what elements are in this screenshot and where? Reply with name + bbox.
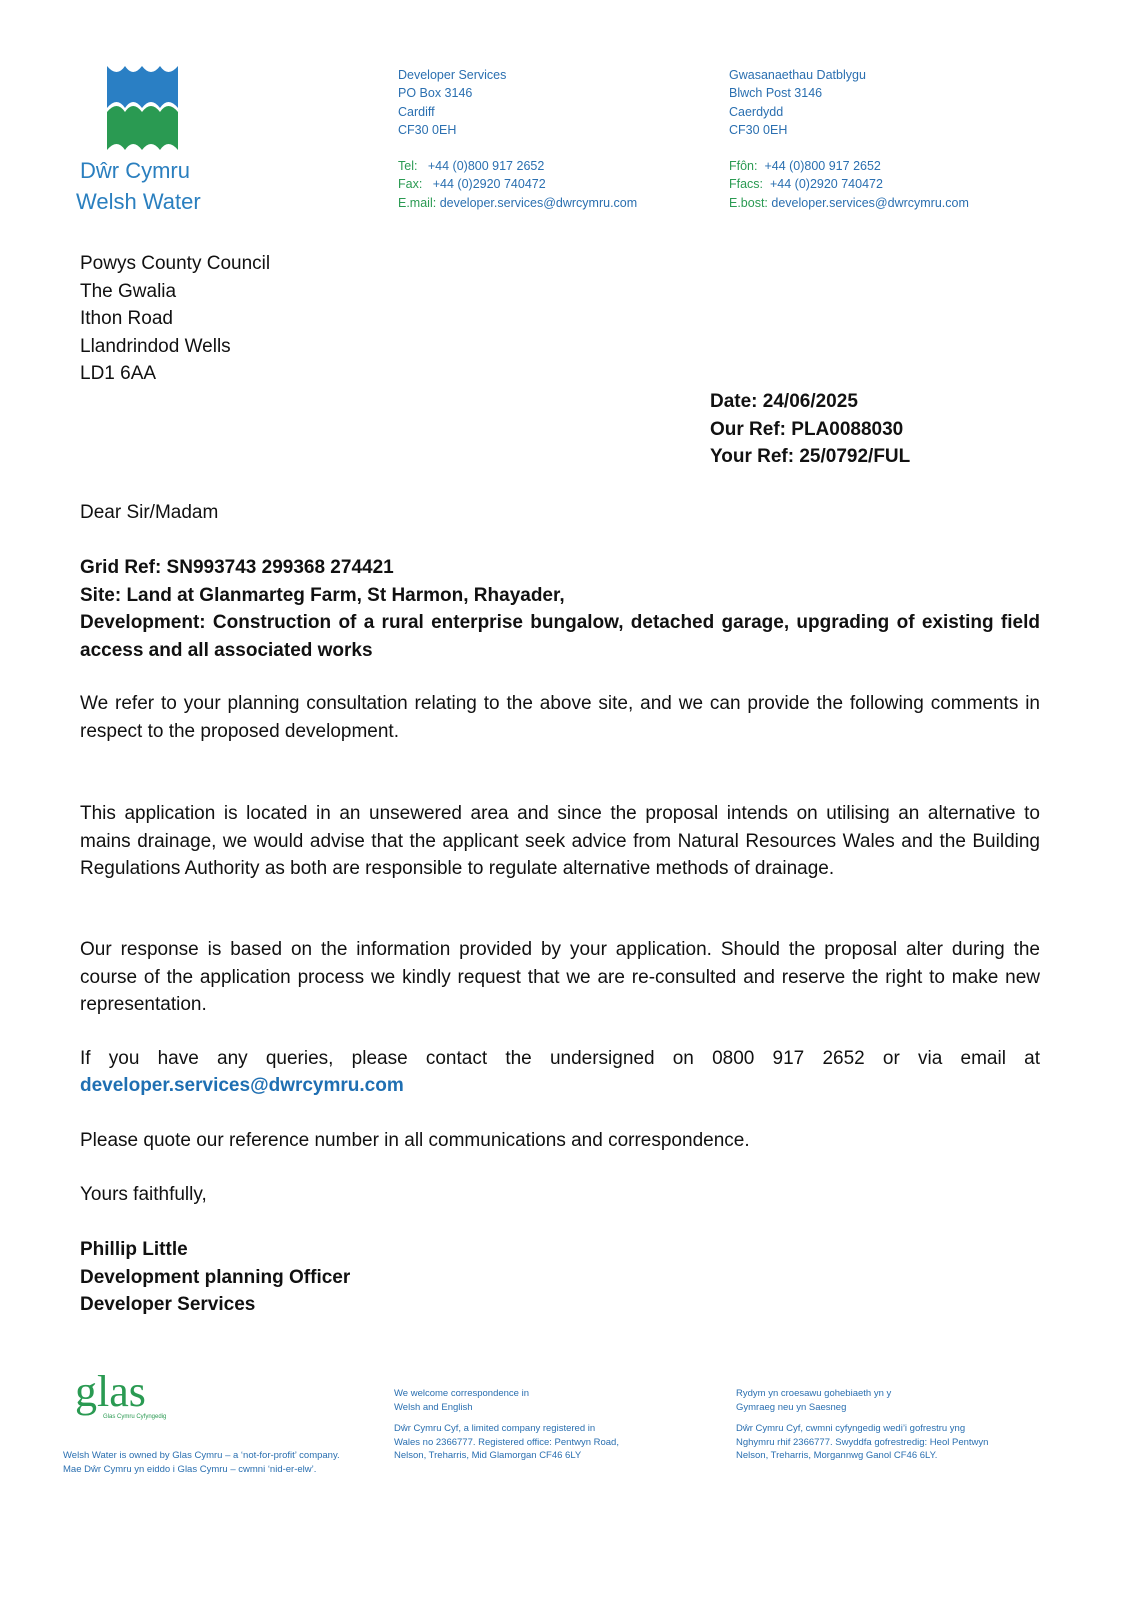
subject-block (80, 554, 1040, 664)
email-link[interactable]: developer.services@dwrcymru.com (771, 195, 969, 210)
ownership-note (63, 1449, 340, 1476)
tel-label: Tel: (398, 159, 418, 174)
recipient-line: Powys County Council (80, 253, 271, 274)
paragraph-1: We refer to your planning consultation relating to the above site, and we can provide the following comments in respect to the proposed development. (80, 693, 1040, 742)
address-line: Cardiff (398, 104, 435, 119)
recipient-line: Llandrindod Wells (80, 335, 231, 357)
footer-line: Dŵr Cymru Cyf, cwmni cyfyngedig wedi’i gofrestru yng (736, 1423, 966, 1434)
recipient-line: The Gwalia (80, 280, 177, 302)
our-ref: Our Ref: PLA0088030 (710, 418, 904, 440)
footer-line: Nelson, Treharris, Mid Glamorgan CF46 6LY (394, 1450, 582, 1461)
signatory-name: Phillip Little (80, 1239, 188, 1260)
fax-value: +44 (0)2920 740472 (770, 177, 883, 192)
grid-ref: Grid Ref: SN993743 299368 274421 (80, 557, 394, 578)
footer-english (394, 1387, 619, 1463)
tel-value: +44 (0)800 917 2652 (764, 159, 881, 174)
footer-line: Nghymru rhif 2366777. Swyddfa gofrestredig: Heol Pentwyn (736, 1436, 989, 1448)
header-address-welsh (729, 66, 969, 212)
address-line: CF30 0EH (398, 122, 457, 137)
glas-logo-subtitle: Glas Cymru Cyfyngedig (103, 1414, 167, 1420)
footer-line: Nelson, Treharris, Morgannwg Ganol CF46 6LY. (736, 1450, 938, 1461)
glas-logo: glas (75, 1367, 146, 1416)
your-ref: Your Ref: 25/0792/FUL (710, 446, 911, 467)
recipient-line: Ithon Road (80, 308, 173, 329)
footer-line: Welsh and English (394, 1401, 473, 1413)
signatory-title: Development planning Officer (80, 1266, 351, 1288)
footer-line: Rydym yn croesawu gohebiaeth yn y (736, 1388, 892, 1399)
recipient-address (80, 250, 270, 388)
fax-label: Fax: (398, 177, 423, 192)
quote-reference: Please quote our reference number in all communications and correspondence. (80, 1130, 750, 1151)
paragraph-2: This application is located in an unsewered area and since the proposal intends on utilising an alternative to mains drainage, we would advise that the applicant seek advice from Natural Resources Wales and the Building Regulations Authority as both are responsible to regulate alternative methods of drainage. (80, 803, 1040, 879)
contact-email-link[interactable]: developer.services@dwrcymru.com (80, 1075, 404, 1096)
recipient-line: LD1 6AA (80, 363, 157, 384)
address-line: PO Box 3146 (398, 86, 473, 101)
address-line: CF30 0EH (729, 122, 788, 137)
footer-welsh (736, 1387, 988, 1463)
signatory-department: Developer Services (80, 1294, 256, 1315)
address-line: Gwasanaethau Datblygu (729, 68, 866, 82)
address-line: Caerdydd (729, 104, 784, 119)
fax-label: Ffacs: (729, 177, 764, 192)
logo-name-welsh: Dŵr Cymru (80, 158, 190, 183)
address-line: Blwch Post 3146 (729, 86, 823, 101)
closing: Yours faithfully, (80, 1184, 207, 1205)
paragraph-3: Our response is based on the information provided by your application. Should the proposal alter during the course of the application process we kindly request that we are re-consulted and reserve the right to make new representation. (80, 939, 1040, 1015)
logo-name-english: Welsh Water (76, 189, 201, 214)
signature (80, 1236, 350, 1319)
footer-line: We welcome correspondence in (394, 1388, 530, 1399)
tel-value: +44 (0)800 917 2652 (427, 159, 545, 174)
references (710, 388, 910, 471)
site: Site: Land at Glanmarteg Farm, St Harmon, Rhayader, (80, 584, 565, 606)
footer-line: Gymraeg neu yn Saesneg (736, 1401, 847, 1413)
email-label: E.mail: (398, 195, 437, 210)
fax-value: +44 (0)2920 740472 (432, 177, 546, 192)
footer-line: Mae Dŵr Cymru yn eiddo i Glas Cymru – cwmni ‘nid-er-elw’. (63, 1463, 317, 1475)
development: Development: Construction of a rural enterprise bungalow, detached garage, upgrading of existing field access and all associated works (80, 612, 1040, 661)
salutation: Dear Sir/Madam (80, 502, 219, 523)
address-line: Developer Services (398, 68, 507, 82)
tel-label: Ffôn: (729, 159, 758, 174)
footer-line: Welsh Water is owned by Glas Cymru – a ‘not-for-profit’ company. (63, 1450, 340, 1461)
header-address-english (398, 66, 637, 212)
footer-line: Dŵr Cymru Cyf, a limited company registered in (394, 1423, 596, 1434)
email-link[interactable]: developer.services@dwrcymru.com (439, 195, 638, 210)
date: Date: 24/06/2025 (710, 391, 858, 412)
email-label: E.bost: (729, 195, 768, 210)
footer-line: Wales no 2366777. Registered office: Pentwyn Road, (394, 1436, 619, 1448)
contact-text: If you have any queries, please contact the undersigned on 0800 917 2652 or via email at (80, 1048, 1040, 1069)
welsh-water-logo-icon (105, 64, 180, 157)
